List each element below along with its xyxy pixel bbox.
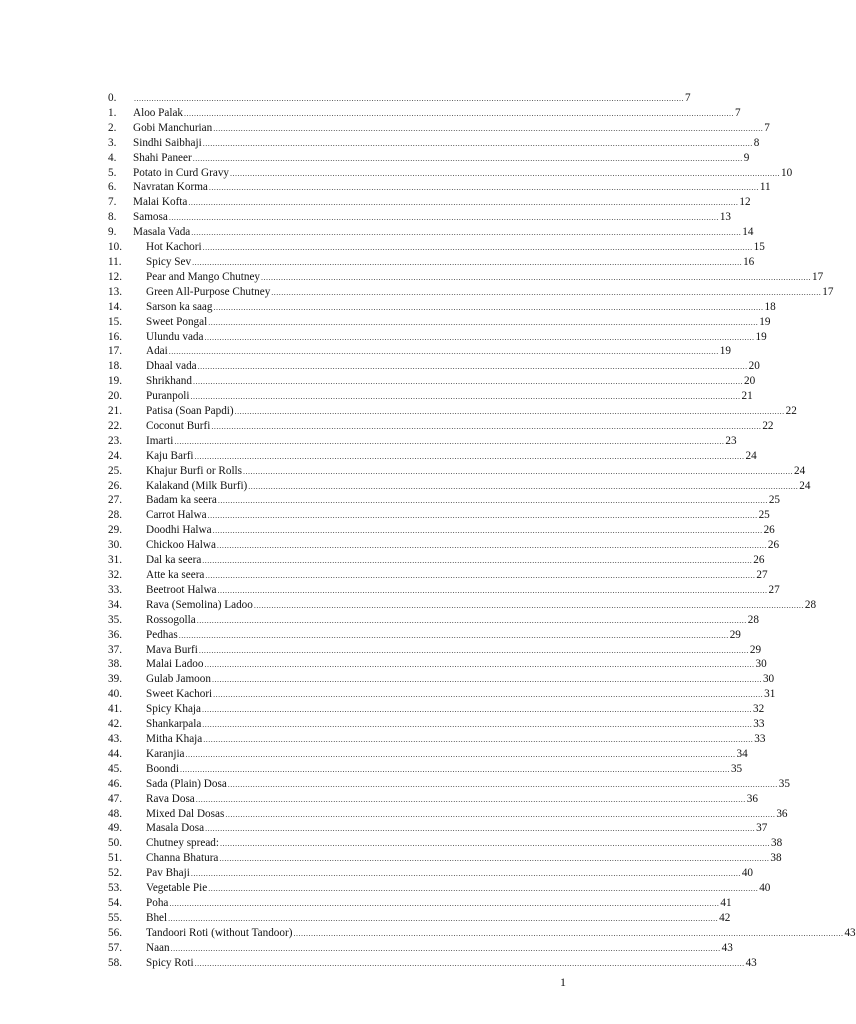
- toc-entry-page: 38: [770, 852, 782, 865]
- table-of-contents: [108, 91, 856, 970]
- toc-entry-title: Badam ka seera: [146, 494, 217, 507]
- toc-entry-page: 29: [749, 643, 762, 656]
- dot-leader: ............................................................................................................................................................................................................................: [225, 809, 776, 819]
- toc-entry[interactable]: [108, 121, 770, 136]
- toc-entry-page: 20: [744, 375, 756, 388]
- toc-entry-title: Carrot Halwa: [146, 509, 207, 522]
- toc-entry-title: Spicy Sev: [146, 255, 192, 268]
- toc-entry-title: Vegetable Pie: [146, 882, 208, 895]
- dot-leader: ............................................................................................................................................................................................................................: [202, 705, 752, 715]
- toc-entry-title: Malai Ladoo: [146, 658, 204, 671]
- toc-entry-number: 31.: [108, 554, 122, 567]
- toc-entry-page: 24: [745, 449, 757, 462]
- toc-entry[interactable]: [108, 136, 760, 151]
- toc-entry-title: Samosa: [133, 211, 168, 224]
- toc-entry-page: 22: [785, 405, 797, 418]
- toc-entry-page: 23: [725, 434, 737, 447]
- toc-entry[interactable]: [108, 956, 757, 971]
- dot-leader: ............................................................................................................................................................................................................................: [213, 123, 764, 133]
- toc-entry[interactable]: [108, 434, 737, 449]
- toc-entry[interactable]: [108, 523, 775, 538]
- dot-leader: ............................................................................................................................................................................................................................: [202, 138, 753, 148]
- toc-entry[interactable]: [108, 568, 768, 583]
- dot-leader: ............................................................................................................................................................................................................................: [202, 720, 753, 730]
- toc-entry-page: 35: [730, 762, 743, 775]
- dot-leader: ............................................................................................................................................................................................................................: [211, 675, 762, 685]
- toc-entry[interactable]: [108, 598, 817, 613]
- toc-entry-title: Sweet Pongal: [146, 315, 208, 328]
- toc-entry[interactable]: [108, 762, 743, 777]
- toc-entry-number: 38.: [108, 658, 122, 671]
- dot-leader: ............................................................................................................................................................................................................................: [208, 183, 759, 193]
- toc-entry[interactable]: [108, 359, 760, 374]
- toc-entry-page: 27: [756, 569, 768, 581]
- toc-entry-title: Gobi Manchurian: [133, 121, 213, 134]
- toc-entry-number: 26.: [108, 479, 122, 492]
- toc-entry-number: 37.: [108, 643, 122, 656]
- dot-leader: ............................................................................................................................................................................................................................: [194, 958, 745, 968]
- toc-entry-page: 32: [753, 703, 765, 716]
- toc-entry[interactable]: [108, 270, 824, 285]
- dot-leader: ............................................................................................................................................................................................................................: [271, 287, 822, 297]
- toc-entry-title: Rava (Semolina) Ladoo: [146, 598, 253, 611]
- toc-entry-title: Chickoo Halwa: [146, 539, 216, 552]
- toc-entry[interactable]: [108, 389, 753, 404]
- toc-entry-page: 24: [799, 479, 811, 492]
- toc-entry-page: 36: [776, 807, 788, 820]
- toc-entry-title: Coconut Burfi: [146, 419, 211, 432]
- toc-entry-number: 8.: [108, 211, 117, 224]
- toc-entry[interactable]: [108, 777, 790, 792]
- toc-entry-number: 45.: [108, 762, 122, 775]
- dot-leader: ............................................................................................................................................................................................................................: [202, 243, 753, 253]
- toc-entry-title: Sarson ka saag: [146, 300, 213, 313]
- dot-leader: ............................................................................................................................................................................................................................: [195, 794, 746, 804]
- dot-leader: ............................................................................................................................................................................................................................: [168, 347, 719, 357]
- toc-entry-number: 16.: [108, 330, 122, 343]
- toc-entry[interactable]: [108, 255, 755, 270]
- toc-entry[interactable]: [108, 747, 748, 762]
- toc-entry-number: 32.: [108, 569, 122, 581]
- toc-entry[interactable]: [108, 911, 731, 926]
- toc-entry[interactable]: [108, 628, 741, 643]
- dot-leader: ............................................................................................................................................................................................................................: [179, 764, 730, 774]
- dot-leader: ............................................................................................................................................................................................................................: [217, 585, 768, 595]
- toc-entry[interactable]: [108, 344, 731, 359]
- toc-entry-title: Sindhi Saibhaji: [133, 136, 202, 149]
- toc-entry-number: 12.: [108, 270, 122, 283]
- dot-leader: ............................................................................................................................................................................................................................: [243, 466, 794, 476]
- toc-entry-page: 26: [767, 539, 780, 552]
- toc-entry-title: Spicy Khaja: [146, 703, 201, 716]
- toc-entry-title: Masala Vada: [133, 226, 191, 239]
- toc-entry-number: 17.: [108, 345, 122, 358]
- toc-entry-number: 30.: [108, 539, 122, 552]
- dot-leader: ............................................................................................................................................................................................................................: [212, 526, 763, 536]
- toc-entry-number: 36.: [108, 628, 122, 641]
- toc-entry-number: 40.: [108, 688, 122, 701]
- dot-leader: ............................................................................................................................................................................................................................: [168, 913, 719, 923]
- toc-entry-page: 16: [743, 255, 755, 268]
- toc-entry-title: Beetroot Halwa: [146, 583, 217, 596]
- toc-entry[interactable]: [108, 717, 765, 732]
- toc-entry-number: 49.: [108, 822, 122, 835]
- dot-leader: ............................................................................................................................................................................................................................: [204, 660, 755, 670]
- toc-entry-page: 15: [753, 241, 765, 254]
- toc-entry-number: 4.: [108, 151, 117, 164]
- toc-entry-number: 23.: [108, 434, 122, 447]
- dot-leader: ............................................................................................................................................................................................................................: [211, 421, 762, 431]
- toc-entry-title: Shahi Paneer: [133, 151, 192, 164]
- toc-entry[interactable]: [108, 792, 758, 807]
- toc-entry[interactable]: [108, 300, 776, 315]
- toc-entry-number: 2.: [108, 121, 117, 134]
- toc-entry-number: 52.: [108, 867, 122, 880]
- toc-entry[interactable]: [108, 896, 732, 911]
- dot-leader: ............................................................................................................................................................................................................................: [192, 153, 743, 163]
- toc-entry-page: 11: [759, 181, 771, 194]
- toc-entry-number: 39.: [108, 673, 122, 686]
- toc-entry-number: 58.: [108, 956, 122, 969]
- toc-entry-number: 55.: [108, 911, 122, 924]
- toc-entry-page: 13: [719, 211, 731, 224]
- toc-entry[interactable]: [108, 866, 754, 881]
- dot-leader: ............................................................................................................................................................................................................................: [169, 898, 720, 908]
- toc-entry[interactable]: [108, 195, 751, 210]
- toc-entry-title: Mava Burfi: [146, 643, 198, 656]
- toc-entry-title: Khajur Burfi or Rolls: [146, 464, 243, 477]
- toc-entry[interactable]: [108, 643, 762, 658]
- toc-entry[interactable]: [108, 449, 757, 464]
- toc-entry[interactable]: [108, 493, 781, 508]
- dot-leader: ............................................................................................................................................................................................................................: [170, 943, 721, 953]
- toc-entry-number: 11.: [108, 255, 122, 268]
- toc-entry-page: 41: [720, 896, 732, 909]
- toc-entry-title: Hot Kachori: [146, 241, 202, 254]
- toc-entry[interactable]: [108, 464, 806, 479]
- toc-entry-number: 47.: [108, 792, 122, 805]
- toc-entry-page: 42: [719, 911, 731, 924]
- toc-entry-number: 57.: [108, 941, 122, 954]
- toc-entry-page: 12: [739, 196, 751, 209]
- toc-entry-title: Patisa (Soan Papdi): [146, 405, 234, 418]
- toc-entry-page: 43: [844, 926, 856, 939]
- dot-leader: ............................................................................................................................................................................................................................: [192, 257, 743, 267]
- toc-entry-page: 33: [754, 732, 766, 745]
- toc-entry-number: 28.: [108, 509, 122, 522]
- toc-entry-number: 20.: [108, 390, 122, 403]
- toc-entry-title: Aloo Palak: [133, 106, 184, 119]
- dot-leader: ............................................................................................................................................................................................................................: [213, 690, 764, 700]
- toc-entry[interactable]: [108, 657, 767, 672]
- toc-entry-page: 40: [759, 882, 771, 895]
- toc-entry-number: 54.: [108, 896, 122, 909]
- toc-entry-page: 33: [753, 718, 765, 731]
- dot-leader: ............................................................................................................................................................................................................................: [190, 869, 741, 879]
- dot-leader: ............................................................................................................................................................................................................................: [230, 168, 781, 178]
- dot-leader: ............................................................................................................................................................................................................................: [174, 436, 725, 446]
- toc-entry-page: 17: [812, 270, 824, 283]
- dot-leader: ............................................................................................................................................................................................................................: [213, 302, 764, 312]
- toc-entry-title: Channa Bhatura: [146, 852, 219, 865]
- dot-leader: ............................................................................................................................................................................................................................: [293, 928, 844, 938]
- toc-entry-title: Tandoori Roti (without Tandoor): [146, 926, 293, 939]
- toc-entry[interactable]: [108, 613, 759, 628]
- toc-entry-page: 19: [719, 345, 731, 358]
- toc-entry[interactable]: [108, 240, 765, 255]
- toc-entry-page: 34: [736, 747, 748, 760]
- toc-entry-title: Mitha Khaja: [146, 732, 203, 745]
- dot-leader: ............................................................................................................................................................................................................................: [205, 571, 756, 580]
- toc-entry-number: 56.: [108, 926, 122, 939]
- toc-entry-page: 7: [735, 106, 741, 119]
- toc-entry-number: 34.: [108, 598, 122, 611]
- toc-entry-page: 17: [822, 285, 834, 298]
- toc-entry-page: 22: [762, 419, 774, 432]
- dot-leader: ............................................................................................................................................................................................................................: [178, 630, 729, 640]
- dot-leader: ............................................................................................................................................................................................................................: [203, 734, 754, 744]
- dot-leader: ............................................................................................................................................................................................................................: [194, 451, 745, 461]
- toc-entry[interactable]: [108, 330, 767, 345]
- page-number: 1: [560, 975, 566, 989]
- toc-entry-page: 27: [768, 583, 780, 596]
- dot-leader: ............................................................................................................................................................................................................................: [219, 854, 770, 864]
- toc-entry-page: 24: [794, 464, 806, 477]
- toc-entry-title: Rossogolla: [146, 613, 196, 626]
- dot-leader: ............................................................................................................................................................................................................................: [253, 600, 804, 610]
- toc-entry-number: 48.: [108, 807, 122, 820]
- dot-leader: ............................................................................................................................................................................................................................: [191, 228, 742, 238]
- toc-entry[interactable]: [108, 583, 780, 598]
- toc-entry-number: 41.: [108, 703, 122, 716]
- dot-leader: ............................................................................................................................................................................................................................: [198, 645, 749, 655]
- toc-entry-page: 26: [763, 524, 775, 537]
- toc-entry[interactable]: [108, 315, 771, 330]
- toc-entry-page: 40: [741, 867, 754, 880]
- toc-entry-title: Shrikhand: [146, 375, 192, 388]
- toc-entry[interactable]: [108, 404, 797, 419]
- toc-entry-number: 3.: [108, 136, 117, 149]
- toc-entry-number: 15.: [108, 315, 122, 328]
- toc-entry-page: 19: [755, 330, 767, 343]
- toc-entry-page: 14: [742, 226, 754, 239]
- toc-entry-number: 9.: [108, 226, 117, 239]
- toc-entry-page: 28: [747, 613, 759, 626]
- dot-leader: ............................................................................................................................................................................................................................: [208, 884, 759, 894]
- toc-entry-number: 44.: [108, 747, 122, 760]
- toc-entry-title: Bhel: [146, 911, 168, 924]
- toc-entry-page: 7: [764, 121, 770, 134]
- toc-entry-number: 43.: [108, 732, 122, 745]
- dot-leader: ............................................................................................................................................................................................................................: [208, 317, 759, 327]
- toc-entry-number: 24.: [108, 449, 122, 462]
- toc-entry-title: Malai Kofta: [133, 196, 188, 209]
- toc-entry[interactable]: [108, 285, 834, 300]
- toc-entry-title: Rava Dosa: [146, 792, 195, 805]
- toc-entry[interactable]: [108, 106, 741, 121]
- toc-entry-title: Doodhi Halwa: [146, 524, 212, 537]
- toc-entry-page: 20: [748, 360, 760, 373]
- dot-leader: ............................................................................................................................................................................................................................: [207, 511, 758, 521]
- toc-entry-number: 22.: [108, 419, 122, 432]
- dot-leader: ............................................................................................................................................................................................................................: [188, 198, 739, 208]
- toc-entry-page: 9: [743, 151, 750, 164]
- toc-entry-title: Potato in Curd Gravy: [133, 166, 230, 179]
- toc-entry-number: 21.: [108, 405, 122, 418]
- toc-entry-page: 8: [753, 136, 760, 149]
- dot-leader: ............................................................................................................................................................................................................................: [205, 824, 756, 834]
- toc-entry-number: 29.: [108, 524, 122, 537]
- toc-entry[interactable]: [108, 508, 770, 523]
- toc-entry-title: Dhaal vada: [146, 360, 197, 373]
- toc-entry-page: 31: [764, 688, 776, 701]
- dot-leader: ............................................................................................................................................................................................................................: [234, 407, 785, 417]
- toc-entry-title: Karanjia: [146, 747, 185, 760]
- toc-entry-number: 25.: [108, 464, 122, 477]
- dot-leader: ............................................................................................................................................................................................................................: [193, 377, 743, 387]
- toc-entry[interactable]: [108, 180, 771, 195]
- toc-entry-page: 25: [758, 509, 770, 522]
- toc-entry-title: Pav Bhaji: [146, 867, 190, 880]
- toc-entry-page: 37: [756, 822, 768, 835]
- toc-entry[interactable]: [108, 166, 793, 181]
- dot-leader: ............................................................................................................................................................................................................................: [202, 556, 753, 566]
- toc-entry-title: Imarti: [146, 434, 174, 447]
- toc-entry[interactable]: [108, 419, 774, 434]
- dot-leader: ............................................................................................................................................................................................................................: [134, 94, 684, 103]
- toc-entry-title: Sweet Kachori: [146, 688, 213, 701]
- toc-entry-number: 1.: [108, 106, 117, 119]
- toc-entry-page: 43: [721, 941, 733, 954]
- toc-entry-title: Atte ka seera: [146, 569, 205, 581]
- toc-entry[interactable]: [108, 225, 754, 240]
- toc-entry-title: Green All-Purpose Chutney: [146, 285, 271, 298]
- toc-entry-page: 30: [762, 673, 775, 686]
- dot-leader: ............................................................................................................................................................................................................................: [216, 541, 767, 551]
- toc-entry-title: Pedhas: [146, 628, 178, 641]
- toc-entry-page: 30: [755, 658, 767, 671]
- toc-entry-page: 26: [753, 554, 765, 567]
- toc-entry[interactable]: [108, 374, 756, 389]
- toc-entry-number: 33.: [108, 583, 122, 596]
- toc-entry-page: 38: [771, 837, 783, 850]
- toc-entry[interactable]: [108, 851, 782, 866]
- toc-entry-title: Chutney spread:: [146, 837, 220, 850]
- toc-entry-number: 14.: [108, 300, 122, 313]
- toc-entry-title: Masala Dosa: [146, 822, 205, 835]
- toc-entry-number: 13.: [108, 285, 122, 298]
- toc-entry-page: 10: [781, 166, 793, 179]
- toc-entry-page: 19: [759, 315, 771, 328]
- toc-entry[interactable]: [108, 210, 731, 225]
- toc-entry-title: Sada (Plain) Dosa: [146, 777, 227, 790]
- toc-entry-page: 35: [778, 777, 790, 790]
- toc-entry-number: 46.: [108, 777, 122, 790]
- toc-entry-page: 36: [746, 792, 758, 805]
- toc-entry-title: Pear and Mango Chutney: [146, 270, 261, 283]
- toc-entry-title: Kaju Barfi: [146, 449, 194, 462]
- toc-entry-title: Shankarpala: [146, 718, 202, 731]
- toc-entry-number: 18.: [108, 360, 122, 373]
- toc-entry-title: Mixed Dal Dosas: [146, 807, 225, 820]
- toc-entry-number: 51.: [108, 852, 122, 865]
- dot-leader: ............................................................................................................................................................................................................................: [220, 839, 771, 849]
- toc-entry-number: 50.: [108, 837, 122, 850]
- toc-entry[interactable]: [108, 881, 771, 896]
- toc-entry[interactable]: [108, 941, 733, 956]
- dot-leader: ............................................................................................................................................................................................................................: [248, 481, 799, 491]
- toc-entry[interactable]: [108, 479, 811, 494]
- toc-entry[interactable]: [108, 836, 783, 851]
- toc-entry[interactable]: [108, 151, 750, 166]
- toc-entry-page: 28: [804, 598, 817, 611]
- toc-entry-number: 27.: [108, 494, 122, 507]
- toc-entry[interactable]: [108, 538, 780, 553]
- dot-leader: ............................................................................................................................................................................................................................: [227, 779, 778, 789]
- dot-leader: ............................................................................................................................................................................................................................: [185, 749, 736, 759]
- toc-entry-page: 25: [768, 494, 781, 507]
- toc-entry-title: Ulundu vada: [146, 330, 204, 343]
- toc-entry-title: Dal ka seera: [146, 554, 202, 567]
- toc-entry-title: Poha: [146, 896, 169, 909]
- toc-entry[interactable]: [108, 732, 766, 747]
- toc-entry-page: 21: [741, 390, 753, 403]
- toc-entry-number: 0.: [108, 92, 117, 104]
- toc-entry-number: 35.: [108, 613, 122, 626]
- dot-leader: ............................................................................................................................................................................................................................: [217, 496, 768, 506]
- toc-entry[interactable]: [108, 672, 775, 687]
- dot-leader: ............................................................................................................................................................................................................................: [261, 272, 812, 282]
- dot-leader: ............................................................................................................................................................................................................................: [190, 392, 741, 402]
- toc-entry[interactable]: [108, 91, 691, 106]
- toc-entry-number: 53.: [108, 882, 122, 895]
- toc-entry-title: Navratan Korma: [133, 181, 208, 194]
- toc-entry-title: Spicy Roti: [146, 956, 194, 969]
- toc-entry-number: 5.: [108, 166, 117, 179]
- dot-leader: ............................................................................................................................................................................................................................: [204, 332, 755, 342]
- toc-entry[interactable]: [108, 807, 788, 822]
- toc-entry-number: 10.: [108, 241, 122, 254]
- toc-entry-title: Adai: [146, 345, 168, 358]
- toc-entry-title: Puranpoli: [146, 390, 190, 403]
- toc-entry[interactable]: [108, 821, 768, 836]
- toc-entry-page: 29: [729, 628, 741, 641]
- toc-entry[interactable]: [108, 926, 856, 941]
- toc-entry[interactable]: [108, 702, 765, 717]
- dot-leader: ............................................................................................................................................................................................................................: [196, 615, 747, 625]
- toc-entry-title: Gulab Jamoon: [146, 673, 211, 686]
- toc-entry-number: 6.: [108, 181, 117, 194]
- toc-entry-number: 19.: [108, 375, 122, 388]
- toc-entry-page: 7: [685, 92, 691, 104]
- dot-leader: ............................................................................................................................................................................................................................: [197, 362, 748, 372]
- toc-entry[interactable]: [108, 687, 776, 702]
- toc-entry-number: 7.: [108, 196, 117, 209]
- dot-leader: ............................................................................................................................................................................................................................: [184, 108, 735, 118]
- toc-entry-number: 42.: [108, 718, 122, 731]
- toc-entry-title: Naan: [146, 941, 170, 954]
- toc-entry-title: Kalakand (Milk Burfi): [146, 479, 248, 492]
- toc-entry[interactable]: [108, 553, 765, 568]
- dot-leader: ............................................................................................................................................................................................................................: [168, 213, 719, 223]
- toc-entry-page: 43: [745, 956, 757, 969]
- toc-entry-title: Boondi: [146, 762, 179, 775]
- toc-entry-page: 18: [764, 300, 776, 313]
